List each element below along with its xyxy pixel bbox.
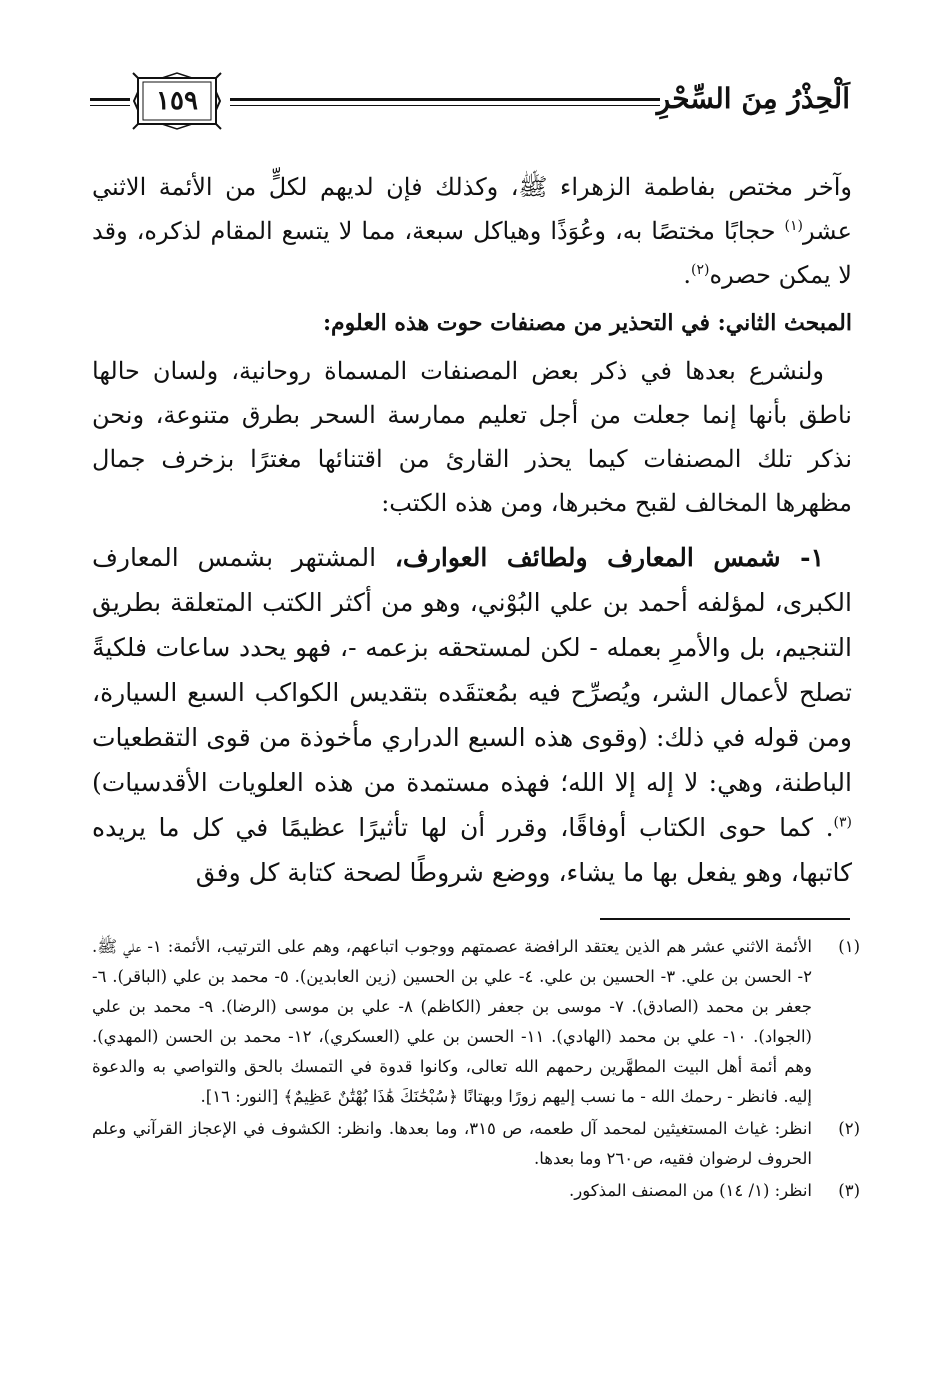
list-item-1-end: . كما حوى الكتاب أوفاقًا، وقرر أن لها تأثيرًا عظيمًا في كل ما يريده كاتبها، وهو يفعل بها ما يشاء، ووضع شروطًا لصحة كتابة كل وفق [92, 813, 852, 887]
footnote-number: (١) [838, 937, 860, 956]
page-header [90, 60, 850, 150]
header-rule-thin [230, 105, 660, 106]
footnote [92, 932, 860, 1112]
paragraph-1-cont: حجابًا مختصًا به، وعُوَذًا وهياكل سبعة، مما لا يتسع المقام لذكره، وقد لا يمكن حصره [92, 217, 852, 289]
footnote [92, 1176, 860, 1206]
footnote-number: (٢) [838, 1119, 860, 1138]
header-rule [230, 98, 660, 101]
footnote [92, 1114, 860, 1174]
paragraph-1-end: . [683, 261, 692, 289]
paragraph-2: ولنشرع بعدها في ذكر بعض المصنفات المسماة روحانية، ولسان حالها ناطق بأنها إنما جعلت من أجل تعليم ممارسة السحر بطرق متنوعة، ونحن نذكر تلك المصنفات كيما يحذر القارئ من اقتنائها مغترًا بزخرف جمال مظهرها المخالف لقبح مخبرها، ومن هذه الكتب: [92, 357, 852, 517]
footnote-text: انظر: (١/ ١٤) من المصنف المذكور. [569, 1181, 812, 1200]
book-title: ١- شمس المعارف ولطائف العوارف، [394, 543, 824, 572]
footnote-ref-1[interactable]: (١) [784, 218, 804, 234]
footnote-text: الأئمة الاثني عشر هم الذين يعتقد الرافضة عصمتهم ووجوب اتباعهم، وهم على الترتيب، الأئمة: ١- علي ﷺ. ٢- الحسن بن علي. ٣- الحسين بن علي. ٤- علي بن الحسين (زين العابدين). ٥- محمد بن علي (الباقر). ٦- جعفر بن محمد (الصادق). ٧- موسى بن جعفر (الكاظم) ٨- علي بن موسى (الرضا). ٩- محمد بن علي (الجواد). ١٠- علي بن محمد (الهادي). ١١- الحسن بن علي (العسكري)، ١٢- محمد بن الحسن (المهدي). وهم أئمة أهل البيت المطهَّرين رحمهم الله تعالى، وكانوا قدوة في التمسك بالحق والتواصي به والدعوة إليه. فانظر - رحمك الله - ما نسب إليهم زورًا وبهتانًا ﴿سُبْحَٰنَكَ هَٰذَا بُهْتَٰنٌ عَظِيمٌ﴾ [النور: ١٦]. [92, 937, 813, 1106]
footnotes [92, 932, 860, 1206]
footnote-number: (٣) [838, 1181, 860, 1200]
footnote-separator [600, 918, 850, 920]
footnote-ref-3[interactable]: (٣) [833, 814, 852, 831]
list-item-1-text: المشتهر بشمس المعارف الكبرى، لمؤلفه أحمد بن علي البُوْني، وهو من أكثر الكتب المتعلقة بطريق التنجيم، بل والأمرِ بعمله - لكن لمستحقه بزعمه -، فهو يحدد ساعات فلكيةً تصلح لأعمال الشر، ويُصرِّح فيه بمُعتقَده بتقديس الكواكب السبع السيارة، ومن قوله في ذلك: (وقوى هذه السبع الدراري مأخوذة من قوى التقطعيات الباطنة، وهي: لا إله إلا الله؛ فهذه مستمدة من هذه العلويات الأقدسيات) [92, 543, 853, 797]
header-rule-left [90, 98, 130, 101]
page-number: ١٥٩ [156, 86, 198, 116]
paragraph-1 [92, 165, 852, 297]
footnote-text: انظر: غياث المستغيثين لمحمد آل طعمه، ص ٣١٥، وما بعدها. وانظر: الكشوف في الإعجاز القرآني وعلم الحروف لرضوان فقيه، ص٢٦٠ وما بعدها. [92, 1119, 812, 1168]
running-title: اَلْحِذْرُ مِنَ السِّحْرِ [656, 82, 850, 115]
main-text [92, 165, 852, 895]
list-item-1 [92, 535, 852, 895]
paragraph-1-text: وآخر مختص بفاطمة الزهراء ﷺ، وكذلك فإن لديهم لكلٍّ من الأئمة الاثني عشر [92, 173, 852, 245]
page-number-frame [132, 72, 222, 130]
header-rule-left-thin [90, 105, 130, 106]
footnote-ref-2[interactable]: (٢) [691, 262, 710, 278]
section-heading: المبحث الثاني: في التحذير من مصنفات حوت هذه العلوم: [322, 310, 852, 336]
